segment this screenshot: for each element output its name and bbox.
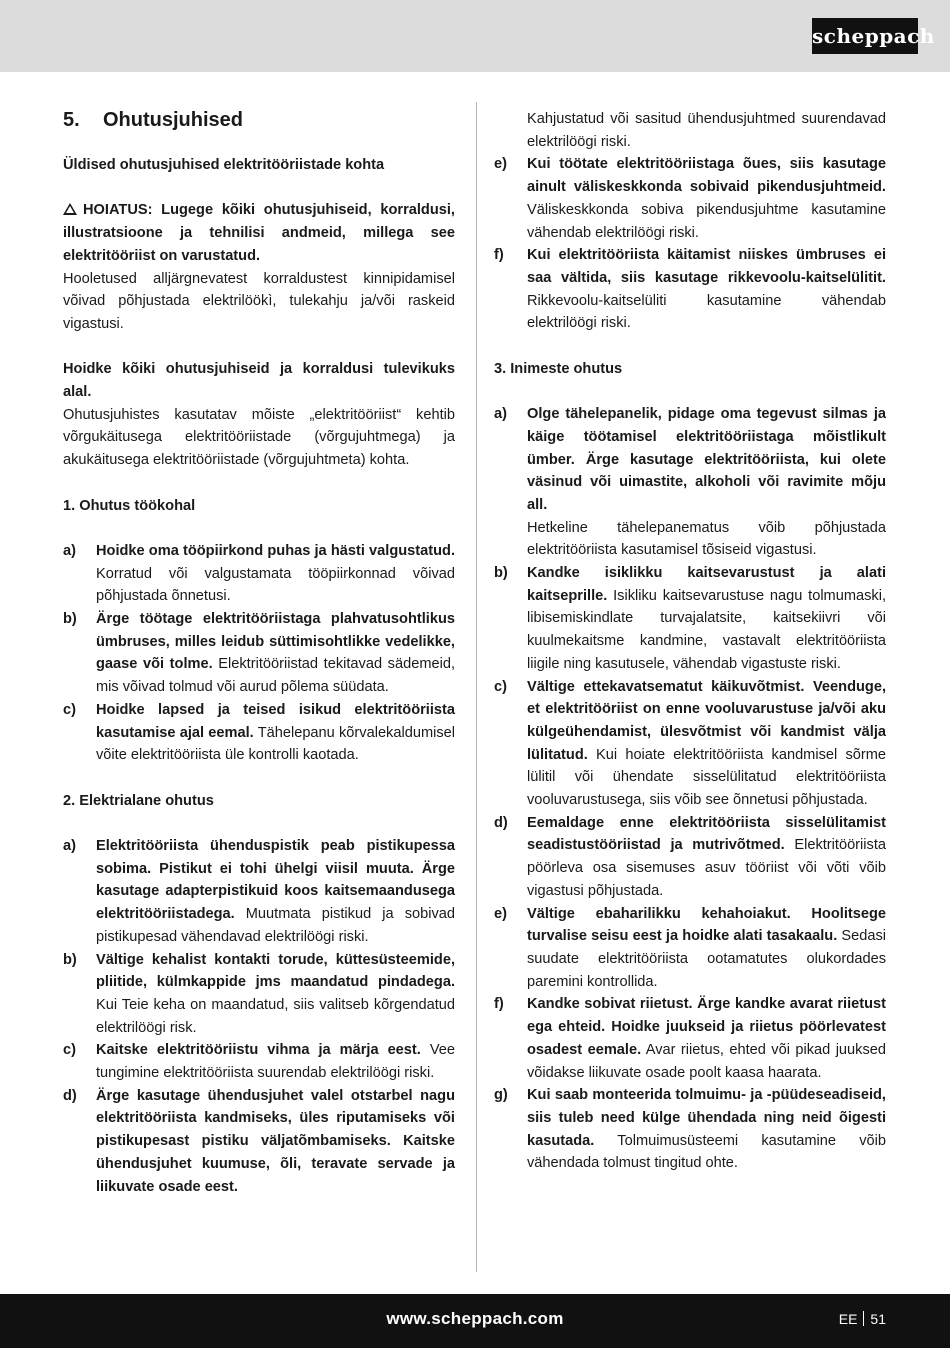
list-item-label: d) [63, 1087, 77, 1104]
list-item-label: c) [494, 678, 507, 695]
footer-url: www.scheppach.com [386, 1309, 564, 1328]
list-item-label: e) [494, 905, 507, 922]
list-item-text: Vee tungimine elektritööriista suurendab elektrilöögi riski. [96, 1042, 455, 1082]
list-item-text: Muutmata pistikud ja sobivad pistikupesad vähendavad elektrilöögi riski. [96, 906, 455, 945]
warning-block [63, 199, 455, 267]
left-column [63, 108, 455, 1198]
list-item [63, 608, 455, 699]
list-item-body [96, 835, 455, 949]
list-item-text: Isikliku kaitsevarustuse nagu tolmumaski, libisemiskindlate turvajalatsite, kaitsekiivri või kuulmekaitsme kandmine, vastavalt elektritööriista liigile ning kasutusele, vähendab vigastuste riski. [527, 587, 886, 672]
list-item-bold: Kui saab monteerida tolmuimu- ja -püüdeseadiseid, siis tuleb need külge ühendada ning neid õigesti kasutada. [527, 1087, 886, 1149]
list-item-body [96, 949, 455, 1040]
brand-logo: scheppach [812, 18, 918, 54]
section-number: 5. [63, 109, 80, 131]
list-item-body [527, 153, 886, 244]
list-item-bold: Hoidke lapsed ja teised isikud elektritööriista kasutamise ajal eemal. [96, 701, 455, 741]
continuation-text: Kahjustatud või sasitud ühendusjuhtmed suurendavad elektrilöögi riski. [527, 111, 886, 150]
electrical-safety-list [63, 835, 455, 1198]
section-title-text: Ohutusjuhised [103, 109, 243, 131]
list-item-note: Hetkeline tähelepanematus võib põhjustada elektritööriista kasutamisel tõsiseid vigastusi. [527, 519, 886, 559]
header-band [0, 0, 950, 72]
list-item-text: Kui Teie keha on maandatud, siis valitseb kõrgendatud elektrilöögi risk. [96, 996, 455, 1036]
list-item [63, 1085, 455, 1199]
list-item-text: Kui hoiate elektritööriista kandmisel sõrme lülitil või ühendate sisselülitatud elektritööriista vooluvarustusega, siis võib see õnnetusi põhjustada. [527, 746, 886, 809]
electrical-safety-list-cont [494, 153, 886, 335]
list-item-label: f) [494, 247, 504, 264]
page-number [839, 1311, 886, 1327]
list-item [494, 562, 886, 676]
personal-safety-list [494, 403, 886, 1175]
page-number-value: 51 [870, 1311, 886, 1327]
list-item-label: a) [63, 542, 76, 559]
warning-bold: HOIATUS: Lugege kõiki ohutusjuhiseid, korraldusi, illustratsioone ja tehnilisi andmeid, millega see elektritööriist on varustatud. [63, 202, 455, 264]
list-item [494, 1084, 886, 1175]
list-item-body [96, 540, 455, 608]
list-item-bold: Ärge töötage elektritööriistaga plahvatusohtlikus ümbruses, milles leidub süttimisohtlikke vedelikke, gaase või tolme. [96, 611, 455, 673]
list-item [494, 903, 886, 994]
list-item-label: c) [63, 1042, 76, 1059]
list-item-label: c) [63, 701, 76, 718]
list-item [63, 540, 455, 608]
list-item [63, 699, 455, 767]
keep-instructions-text: Ohutusjuhistes kasutatav mõiste „elektritööriist“ kehtib võrgukäitusega elektritööriistade (võrgujuhtmega) ja akukäitusega elektritööriistade (võrgujuhtmeta) kohta. [63, 406, 455, 469]
footer-bar [0, 1294, 950, 1348]
list-item-body [527, 244, 886, 335]
list-item-body [527, 993, 886, 1084]
list-item-label: b) [63, 611, 77, 627]
list-item-label: f) [494, 996, 504, 1013]
list-item-bold: Kandke isiklikku kaitsevarustust ja alati kaitseprille. [527, 565, 886, 604]
list-item-body [96, 1085, 455, 1199]
page-separator [863, 1311, 864, 1326]
subsection-heading-2: 2. Elektrialane ohutus [63, 792, 214, 809]
list-item-label: e) [494, 156, 507, 173]
list-item-body [527, 903, 886, 994]
list-item-bold: Vältige kehalist kontakti torude, küttesüsteemide, pliitide, külmkappide jms maandatud pindadega. [96, 951, 455, 991]
list-item-text: Korratud või valgustamata tööpiirkonnad võivad põhjustada õnnetusi. [96, 565, 455, 605]
list-item [63, 1039, 455, 1084]
column-divider [476, 102, 477, 1272]
list-item-bold: Kui töötate elektritööriistaga õues, siis kasutage ainult väliskeskkonda sobivaid pikendusjuhtmeid. [527, 156, 886, 196]
right-column [494, 108, 886, 1175]
list-item-text: Avar riietus, ehted või pikad juuksed võidakse liikuvate osade poolt kaasa haarata. [527, 1041, 886, 1081]
keep-instructions-bold: Hoidke kõiki ohutusjuhiseid ja korraldusi tulevikuks alal. [63, 361, 455, 400]
list-item [63, 949, 455, 1040]
list-item-bold: Vältige ettekavatsematut käikuvõtmist. Veenduge, et elektritööriist on enne vooluvarustuse ja/või aku külgeühendamist, ülesvõtmist või kandmist välja lülitatud. [527, 678, 886, 763]
list-item-text: Elektritööriistad tekitavad sädemeid, mis võivad tolmud või aurud põlema süüdata. [96, 656, 455, 696]
language-code: EE [838, 1311, 858, 1327]
list-item [494, 153, 886, 244]
list-item-bold: Kandke sobivat riietust. Ärge kandke avarat riietust ega ehteid. Hoidke juukseid ja riietus pöörlevatest osadest eemale. [527, 996, 886, 1058]
warning-text: Hooletused alljärgnevatest korraldustest kinnipidamisel võivad põhjustada elektrilöökì, tulekahju ja/või raskeid vigastusi. [63, 270, 455, 332]
list-item [63, 835, 455, 949]
workplace-safety-list [63, 540, 455, 767]
list-item [494, 676, 886, 812]
list-item [494, 993, 886, 1084]
list-item-bold: Eemaldage enne elektritööriista sisselülitamist seadistustööriistad ja mutrivõtmed. [527, 814, 886, 854]
list-item-label: b) [63, 951, 77, 968]
list-item [494, 244, 886, 335]
list-item-bold: Vältige ebaharilikku kehahoiakut. Hoolitsege turvalise seisu eest ja hoidke alati tasakaalu. [527, 905, 886, 945]
list-item-body [527, 812, 886, 903]
list-item [494, 812, 886, 903]
list-item-label: d) [494, 814, 508, 831]
list-item-body [96, 699, 455, 767]
subsection-heading-1: 1. Ohutus töökohal [63, 497, 196, 514]
general-heading: Üldised ohutusjuhised elektritööriistade kohta [63, 157, 385, 173]
list-item-text: Sedasi suudate elektritööriista ootamatutes olukordades paremini kontrollida. [527, 928, 886, 990]
list-item-bold: Hoidke oma tööpiirkond puhas ja hästi valgustatud. [96, 542, 455, 559]
list-item-text: Rikkevoolu-kaitselüliti kasutamine vähendab elektrilöögi riski. [527, 292, 886, 332]
list-item-text: Tolmuimusüsteemi kasutamine võib vähendada tolmust tingitud ohte. [527, 1132, 886, 1172]
list-item-bold: Ärge kasutage ühendusjuhet valel otstarbel nagu elektritööriista kandmiseks, üles riputamiseks või pistikupesast pistiku väljatõmbamiseks. Kaitske ühendusjuhet kuumuse, õli, teravate servade ja liikuvate osade eest. [96, 1087, 455, 1195]
list-item-body [527, 403, 886, 517]
subsection-heading-3: 3. Inimeste ohutus [494, 360, 623, 377]
list-item-label: a) [63, 838, 76, 854]
warning-triangle-icon [63, 203, 77, 215]
list-item-body [527, 1084, 886, 1175]
list-item-body [96, 608, 455, 699]
list-item-body [527, 676, 886, 812]
list-item-label: g) [494, 1087, 508, 1104]
list-item-bold: Elektritööriista ühenduspistik peab pistikupessa sobima. Pistikut ei tohi ühelgi viisil muuta. Ärge kasutage adapterpistikuid koos kaitsemaandusega elektritööriistadega. [96, 838, 455, 923]
list-item-bold: Kui elektritööriista käitamist niiskes ümbruses ei saa vältida, siis kasutage rikkevoolu-kaitselülitit. [527, 247, 886, 286]
list-item-body [96, 1039, 455, 1084]
section-title [63, 108, 455, 132]
list-item-label: a) [494, 406, 507, 423]
list-item-text: Elektritööriista pöörleva osa sisemuses asuv tööriist või võti võib vigastusi põhjustada. [527, 837, 886, 899]
list-item-bold: Kaitske elektritööriistu vihma ja märja eest. [96, 1042, 421, 1059]
list-item-bold: Olge tähelepanelik, pidage oma tegevust silmas ja käige töötamisel elektritööriistaga mõistlikult ümber. Ärge kasutage elektritööriista, kui olete väsinud või uimastite, alkoholi või ravimite mõju all. [527, 406, 886, 513]
list-item-text: Tähelepanu kõrvalekaldumisel võite elektritööriista üle kontrolli kaotada. [96, 724, 455, 764]
list-item-body [527, 562, 886, 676]
list-item [494, 403, 886, 517]
list-item-text: Väliskeskkonda sobiva pikendusjuhtme kasutamine vähendab elektrilöögi riski. [527, 201, 886, 241]
list-item-label: b) [494, 565, 508, 582]
